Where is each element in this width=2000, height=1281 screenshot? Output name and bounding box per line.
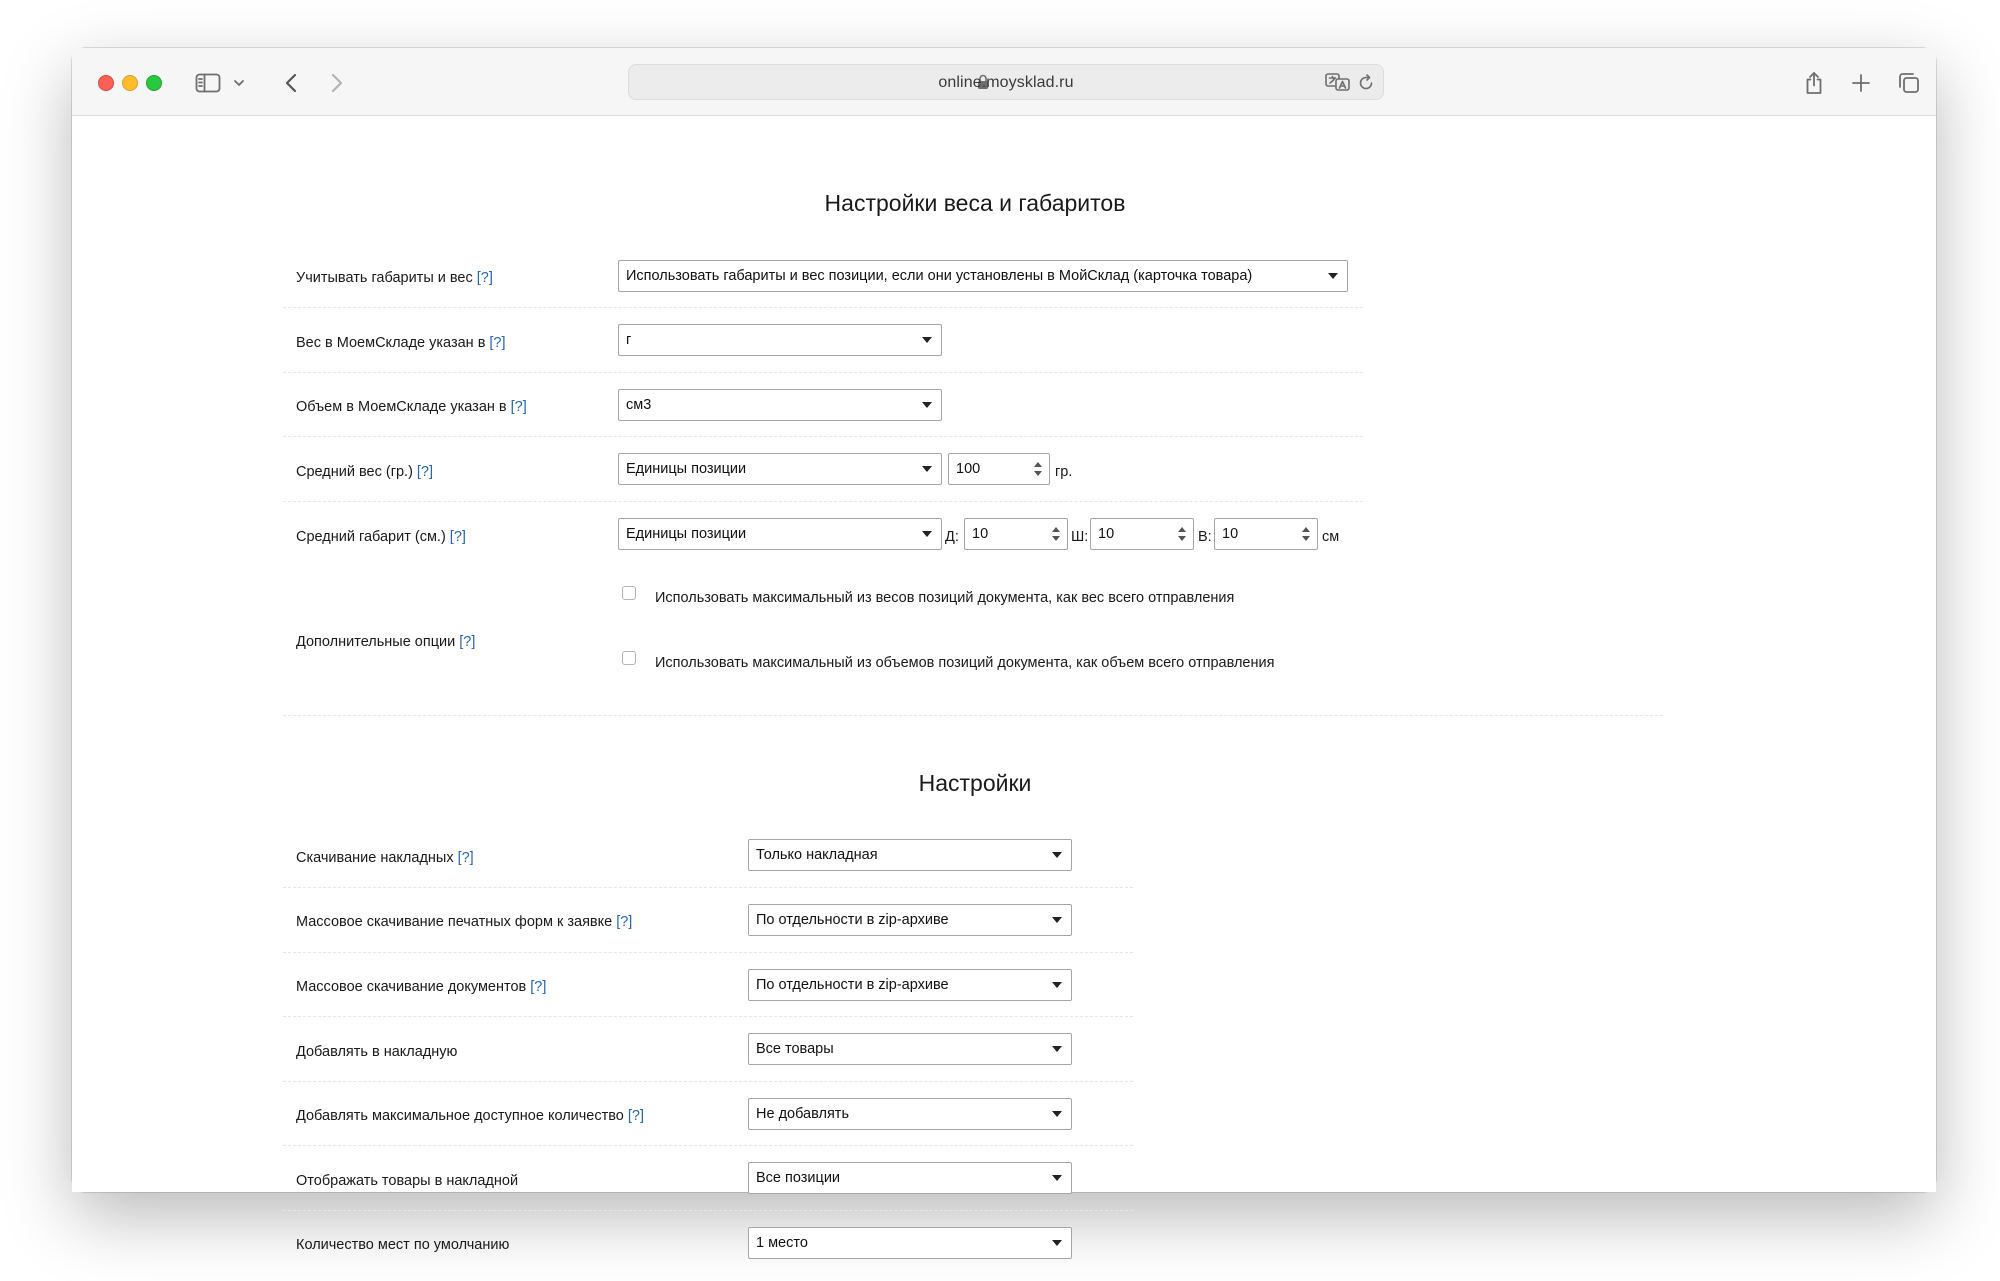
chevron-down-icon[interactable] <box>229 68 249 98</box>
minimize-window-button[interactable] <box>122 75 138 91</box>
size-unit: см <box>1322 529 1340 545</box>
caret-down-icon <box>1052 982 1062 988</box>
stepper-icon[interactable] <box>1052 525 1061 543</box>
avg-weight-label: Средний вес (гр.) [?] <box>296 464 434 480</box>
help-link[interactable]: [?] <box>627 1108 644 1124</box>
caret-down-icon <box>1052 1046 1062 1052</box>
help-link[interactable]: [?] <box>489 335 506 351</box>
help-link[interactable]: [?] <box>459 634 476 650</box>
page-content <box>72 116 1936 1253</box>
settings-row-label: Добавлять в накладную <box>296 1044 458 1060</box>
max-volume-checkbox[interactable] <box>622 651 636 665</box>
caret-down-icon <box>922 402 932 408</box>
row-divider <box>283 1016 1133 1017</box>
caret-down-icon <box>922 466 932 472</box>
row-divider <box>283 1145 1133 1146</box>
row-divider <box>283 307 1363 308</box>
close-window-button[interactable] <box>98 75 114 91</box>
help-link[interactable]: [?] <box>476 270 493 286</box>
tab-overview-icon[interactable] <box>1894 68 1924 98</box>
reload-icon[interactable] <box>1357 72 1375 97</box>
volume-unit-label: Объем в МоемСкладе указан в [?] <box>296 399 527 415</box>
max-weight-checkbox[interactable] <box>622 586 636 600</box>
help-link[interactable]: [?] <box>530 979 547 995</box>
caret-down-icon <box>1328 273 1338 279</box>
caret-down-icon <box>1052 1240 1062 1246</box>
add-to-invoice-select[interactable]: Все товары <box>748 1033 1072 1065</box>
height-label: В: <box>1198 529 1212 545</box>
account-dimensions-label: Учитывать габариты и вес [?] <box>296 270 493 286</box>
settings-row-label: Добавлять максимальное доступное количество [?] <box>296 1108 644 1124</box>
caret-down-icon <box>922 531 932 537</box>
avg-size-label: Средний габарит (см.) [?] <box>296 529 466 545</box>
help-link[interactable]: [?] <box>449 529 466 545</box>
browser-toolbar <box>72 48 1936 116</box>
settings-row-label: Массовое скачивание печатных форм к заявке [?] <box>296 914 633 930</box>
settings-row-label: Массовое скачивание документов [?] <box>296 979 547 995</box>
width-input[interactable]: 10 <box>1090 518 1194 550</box>
show-goods-select[interactable]: Все позиции <box>748 1162 1072 1194</box>
forward-arrow-icon[interactable] <box>322 68 352 98</box>
caret-down-icon <box>1052 1111 1062 1117</box>
settings-row-label: Отображать товары в накладной <box>296 1173 519 1189</box>
max-weight-option-label: Использовать максимальный из весов позиций документа, как вес всего отправления <box>655 590 1235 606</box>
help-link[interactable]: [?] <box>616 914 633 930</box>
address-bar[interactable] <box>628 64 1384 100</box>
weight-unit-label: Вес в МоемСкладе указан в [?] <box>296 335 506 351</box>
share-icon[interactable] <box>1799 68 1829 98</box>
length-label: Д: <box>945 529 959 545</box>
row-divider <box>283 372 1363 373</box>
caret-down-icon <box>1052 1175 1062 1181</box>
zoom-window-button[interactable] <box>146 75 162 91</box>
new-tab-icon[interactable] <box>1846 68 1876 98</box>
stepper-icon[interactable] <box>1178 525 1187 543</box>
length-input[interactable]: 10 <box>964 518 1068 550</box>
extra-options-label: Дополнительные опции [?] <box>296 634 476 650</box>
account-dimensions-select[interactable]: Использовать габариты и вес позиции, если они установлены в МойСклад (карточка товара) <box>618 260 1348 292</box>
row-divider <box>283 501 1363 502</box>
row-divider <box>283 1081 1133 1082</box>
stepper-icon[interactable] <box>1034 460 1043 478</box>
row-divider <box>283 887 1133 888</box>
settings-row-label: Количество мест по умолчанию <box>296 1237 510 1253</box>
volume-unit-select[interactable]: см3 <box>618 389 942 421</box>
back-arrow-icon[interactable] <box>276 68 306 98</box>
max-available-qty-select[interactable]: Не добавлять <box>748 1098 1072 1130</box>
help-link[interactable]: [?] <box>416 464 434 480</box>
caret-down-icon <box>1052 852 1062 858</box>
weight-unit-select[interactable]: г <box>618 324 942 356</box>
row-divider <box>283 436 1363 437</box>
default-places-select[interactable]: 1 место <box>748 1227 1072 1259</box>
row-divider <box>283 1210 1133 1211</box>
avg-weight-input[interactable]: 100 <box>948 453 1050 485</box>
avg-weight-mode-select[interactable]: Единицы позиции <box>618 453 942 485</box>
bulk-print-forms-select[interactable]: По отдельности в zip-архиве <box>748 904 1072 936</box>
settings-section-title: Настройки <box>918 770 1032 796</box>
weight-section-title: Настройки веса и габаритов <box>824 190 1126 216</box>
help-link[interactable]: [?] <box>457 850 474 866</box>
settings-row-label: Скачивание накладных [?] <box>296 850 474 866</box>
section-divider <box>283 715 1663 716</box>
browser-window <box>72 48 1936 1253</box>
stepper-icon[interactable] <box>1302 525 1311 543</box>
bulk-documents-select[interactable]: По отдельности в zip-архиве <box>748 969 1072 1001</box>
caret-down-icon <box>922 337 932 343</box>
avg-size-mode-select[interactable]: Единицы позиции <box>618 518 942 550</box>
translate-icon[interactable] <box>1325 72 1351 97</box>
height-input[interactable]: 10 <box>1214 518 1318 550</box>
row-divider <box>283 952 1133 953</box>
sidebar-toggle-icon[interactable] <box>193 68 223 98</box>
invoice-download-select[interactable]: Только накладная <box>748 839 1072 871</box>
help-link[interactable]: [?] <box>510 399 527 415</box>
url-text: online.moysklad.ru <box>938 74 1074 91</box>
max-volume-option-label: Использовать максимальный из объемов позиций документа, как объем всего отправления <box>655 655 1275 671</box>
width-label: Ш: <box>1071 529 1089 545</box>
avg-weight-unit: гр. <box>1055 464 1073 480</box>
caret-down-icon <box>1052 917 1062 923</box>
